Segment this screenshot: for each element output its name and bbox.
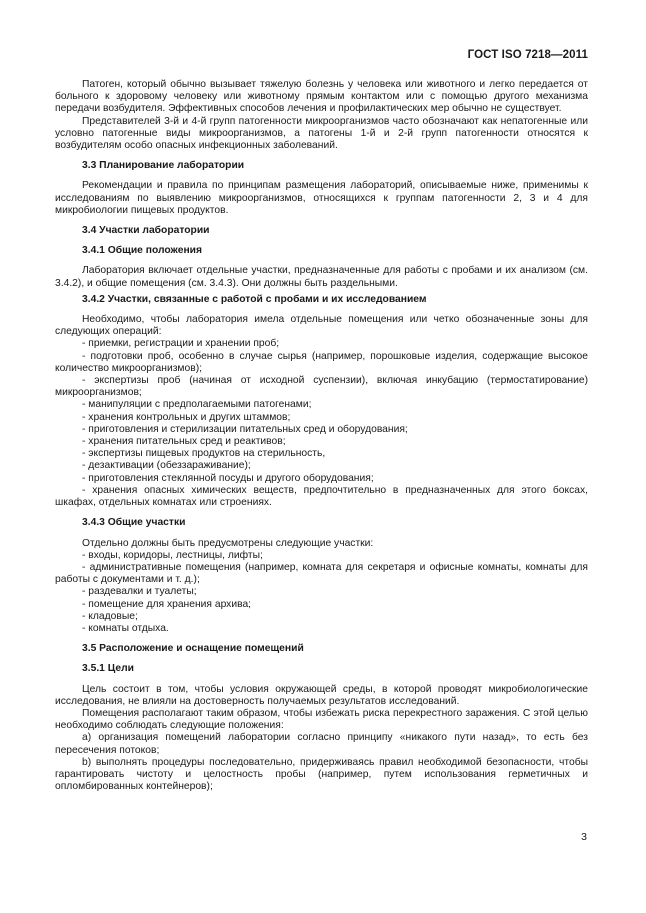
paragraph: Необходимо, чтобы лаборатория имела отдельные помещения или четко обозначенные зоны для следующих операций: [55,314,588,338]
section-heading: 3.4 Участки лаборатории [82,225,210,237]
page-number: 3 [581,831,587,843]
list-item: - хранения опасных химических веществ, предпочтительно в предназначенных для этого боксах, шкафах, отдельных комнатах или строениях. [55,484,588,509]
document-id-header: ГОСТ ISO 7218—2011 [467,49,588,61]
list-item: - приемки, регистрации и хранении проб; [82,338,280,350]
list-item: - приготовления и стерилизации питательных сред и оборудования; [82,423,408,435]
document-body [55,79,588,793]
list-item: - приготовления стеклянной посуды и другого оборудования; [82,472,374,484]
list-item: - хранения питательных сред и реактивов; [82,436,286,448]
list-item: - хранения контрольных и других штаммов; [82,411,291,423]
list-item: - подготовки проб, особенно в случае сырья (например, порошковые изделия, содержащие высокое количество микроорганизмов); [55,350,588,374]
list-item: - манипуляции с предполагаемыми патогенами; [82,399,312,411]
section-heading: 3.5 Расположение и оснащение помещений [82,643,304,655]
list-item: - экспертизы пищевых продуктов на стерильность, [82,448,326,460]
list-item: b) выполнять процедуры последовательно, придерживаясь правил необходимой безопасности, чтобы гарантировать чистоту и целостность пробы (например, путем использования герметичных и опломбированных контейнеров); [55,756,588,793]
list-item: а) организация помещений лаборатории согласно принципу «никакого пути назад», то есть без пересечения потоков; [55,732,588,756]
subsection-heading: 3.4.3 Общие участки [82,517,186,529]
list-item: - административные помещения (например, комната для секретаря и офисные комнаты, комнаты для работы с документами и т. д.); [55,561,588,586]
list-item: - комнаты отдыха. [82,622,169,634]
paragraph: Помещения располагают таким образом, чтобы избежать риска перекрестного заражения. С этой целью необходимо соблюдать следующие положения: [55,707,588,732]
paragraph: Цель состоит в том, чтобы условия окружающей среды, в которой проводят микробиологические исследования, не влияли на достоверность получаемых результатов исследований. [55,683,588,707]
list-item: - дезактивации (обеззараживание); [82,460,251,472]
list-item: - экспертизы проб (начиная от исходной суспензии), включая инкубацию (термостатирование) микроорганизмов; [55,375,588,399]
paragraph: Отдельно должны быть предусмотрены следующие участки: [82,537,374,549]
list-item: - помещение для хранения архива; [82,598,252,610]
subsection-heading: 3.5.1 Цели [82,663,135,675]
list-item: - кладовые; [82,610,138,622]
paragraph: Лаборатория включает отдельные участки, предназначенные для работы с пробами и их анализом (см. 3.4.2), и общие помещения (см. 3.4.3). Они должны быть раздельными. [55,265,588,289]
paragraph: Рекомендации и правила по принципам размещения лабораторий, описываемые ниже, применимы к исследованиям по выявлению микроорганизмов, относящихся к группам патогенности 2, 3 и 4 для микробиологии пищевых продуктов. [55,180,588,216]
subsection-heading: 3.4.1 Общие положения [82,245,202,257]
paragraph: Представителей 3-й и 4-й групп патогенности микроорганизмов часто обозначают как непатогенные или условно патогенные виды микроорганизмов, а патогены 1-й и 2-й групп патогенности относятся к возбудителям особо опасных инфекционных заболеваний. [55,115,588,152]
section-heading: 3.3 Планирование лаборатории [82,160,245,172]
list-item: - раздевалки и туалеты; [82,586,197,598]
subsection-heading: 3.4.2 Участки, связанные с работой с пробами и их исследованием [82,293,427,305]
paragraph: Патоген, который обычно вызывает тяжелую болезнь у человека или животного и легко передается от больного к здоровому человеку или животному прямым контактом или с помощью другого механизма передачи возбудителя. Эффективных способов лечения и профилактических мер обычно не существует. [55,79,588,115]
list-item: - входы, коридоры, лестницы, лифты; [82,549,263,561]
